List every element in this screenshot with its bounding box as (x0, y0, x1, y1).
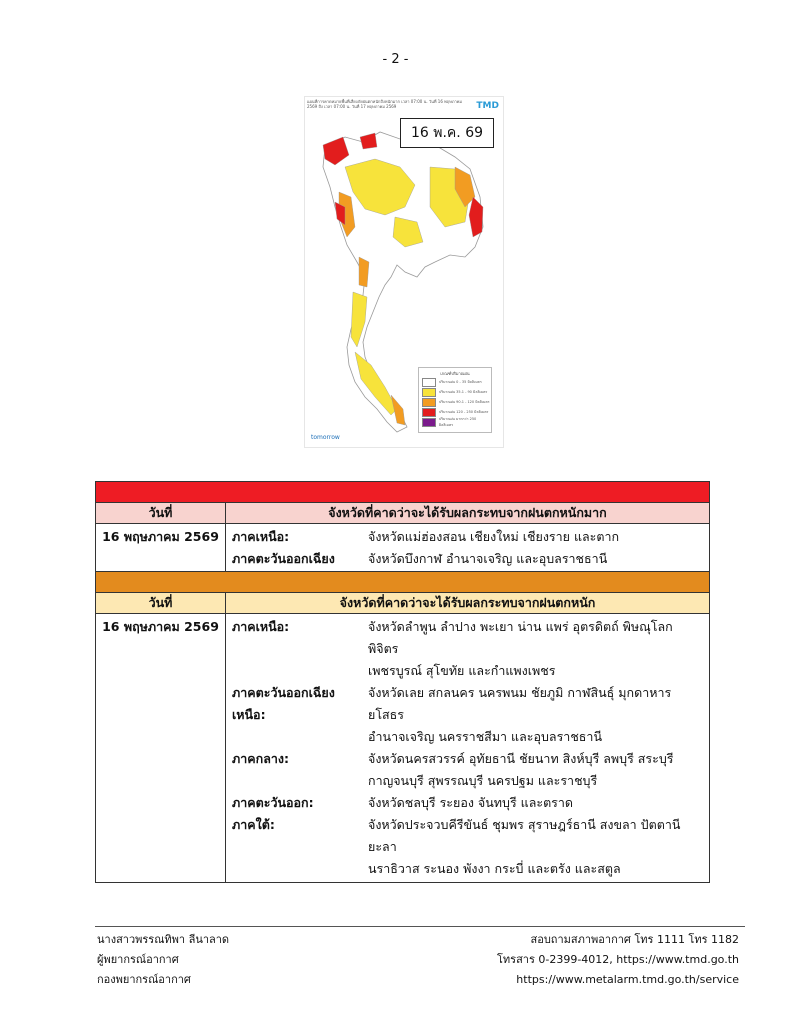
footer-divider (95, 926, 745, 927)
contact-phone: สอบถามสภาพอากาศ โทร 1111 โทร 1182 (530, 933, 739, 946)
province-list (368, 616, 705, 682)
region-label: ภาคกลาง: (232, 751, 289, 766)
column-header-date: วันที่ (96, 503, 226, 524)
legend-label: ปริมาณฝน 120 - 250 มิลลิเมตร (439, 410, 489, 414)
tmd-logo: TMD (476, 101, 499, 111)
orange-header-band (96, 572, 710, 593)
province-line: จังหวัดประจวบคีรีขันธ์ ชุมพร สุราษฎร์ธานี สงขลา ปัตตานี ยะลา (368, 817, 681, 854)
footer-left (97, 930, 229, 990)
legend-label: ปริมาณฝน 35.1 - 90 มิลลิเมตร (439, 390, 488, 394)
date-cell: 16 พฤษภาคม 2569 (96, 614, 226, 883)
legend-item (422, 377, 491, 387)
region-label: ภาคเหนือ: (232, 529, 290, 544)
forecaster-role: ผู้พยากรณ์อากาศ (97, 953, 179, 966)
region-label: ภาคเหนือ: (232, 619, 290, 634)
legend-swatch (422, 408, 436, 417)
province-list: จังหวัดบึงกาฬ อำนาจเจริญ และอุบลราชธานี (368, 551, 608, 566)
forecaster-name: นางสาวพรรณทิพา ลีนาลาด (97, 933, 230, 946)
region-row (232, 616, 705, 682)
legend-item (422, 417, 491, 427)
forecaster-division: กองพยากรณ์อากาศ (97, 973, 191, 986)
footer-right (497, 930, 739, 990)
legend-label: ปริมาณฝน มากกว่า 250 มิลลิเมตร (438, 417, 477, 427)
province-line: อำนาจเจริญ นครราชสีมา และอุบลราชธานี (368, 729, 602, 744)
provinces-cell (226, 614, 710, 883)
province-list: จังหวัดชลบุรี ระยอง จันทบุรี และตราด (368, 795, 574, 810)
rain-risk-map (304, 96, 504, 448)
column-header-provinces: จังหวัดที่คาดว่าจะได้รับผลกระทบจากฝนตกหนัก (226, 593, 710, 614)
legend-swatch (422, 398, 436, 407)
region-row (232, 748, 705, 792)
legend-label: ปริมาณฝน 90.1 - 120 มิลลิเมตร (439, 400, 490, 404)
province-list: จังหวัดแม่ฮ่องสอน เชียงใหม่ เชียงราย และตาก (368, 529, 620, 544)
legend-swatch (422, 388, 436, 397)
province-list (368, 748, 705, 792)
region-label: ภาคตะวันออก: (232, 795, 314, 810)
province-line: จังหวัดนครสวรรค์ อุทัยธานี ชัยนาท สิงห์บุรี ลพบุรี สระบุรี (368, 751, 674, 766)
region-label: ภาคตะวันออกเฉียงเหนือ: (232, 685, 335, 722)
legend-item (422, 387, 491, 397)
legend-title: เกณฑ์ปริมาณฝน (440, 371, 470, 376)
table-row (96, 614, 710, 883)
region-row (232, 682, 705, 748)
province-line: นราธิวาส ระนอง พังงา กระบี่ และตรัง และสตูล (368, 861, 621, 876)
province-list (368, 682, 705, 748)
region-row (232, 814, 705, 880)
map-legend (418, 367, 492, 433)
region-label: ภาคตะวันออกเฉียง (232, 551, 335, 566)
legend-label: ปริมาณฝน 0 - 35 มิลลิเมตร (439, 380, 482, 384)
province-line: จังหวัดลำพูน ลำปาง พะเยา น่าน แพร่ อุตรดิตถ์ พิษณุโลก พิจิตร (368, 619, 673, 656)
column-header-date: วันที่ (96, 593, 226, 614)
column-header-provinces: จังหวัดที่คาดว่าจะได้รับผลกระทบจากฝนตกหนักมาก (226, 503, 710, 524)
contact-fax[interactable]: โทรสาร 0-2399-4012, https://www.tmd.go.th (497, 953, 739, 966)
page-number: - 2 - (382, 52, 409, 67)
tomorrow-logo: tomorrow (311, 434, 340, 441)
legend-swatch (422, 378, 436, 387)
province-list (368, 814, 705, 880)
legend-item (422, 397, 491, 407)
province-line: เพชรบูรณ์ สุโขทัย และกำแพงเพชร (368, 663, 556, 678)
legend-swatch (422, 418, 436, 427)
province-line: จังหวัดเลย สกลนคร นครพนม ชัยภูมิ กาฬสินธุ์ มุกดาหาร ยโสธร (368, 685, 672, 722)
region-row (232, 792, 705, 814)
region-label: ภาคใต้: (232, 817, 275, 832)
service-link[interactable]: https://www.metalarm.tmd.go.th/service (516, 973, 739, 986)
map-date-label: 16 พ.ค. 69 (400, 118, 494, 148)
date-cell: 16 พฤษภาคม 2569 (96, 524, 226, 595)
heavy-rain-table (95, 571, 710, 883)
province-line: กาญจนบุรี สุพรรณบุรี นครปฐม และราชบุรี (368, 773, 598, 788)
region-row (232, 526, 705, 548)
red-header-band (96, 482, 710, 503)
map-header-text: แผนที่การคาดหมายพื้นที่เสี่ยงภัยฝนตกหนักถึงหนักมาก เวลา 07:00 น. วันที่ 16 พฤษภาคม 2569 ถึง เวลา 07:00 น. วันที่ 17 พฤษภาคม 2569 (307, 99, 463, 109)
